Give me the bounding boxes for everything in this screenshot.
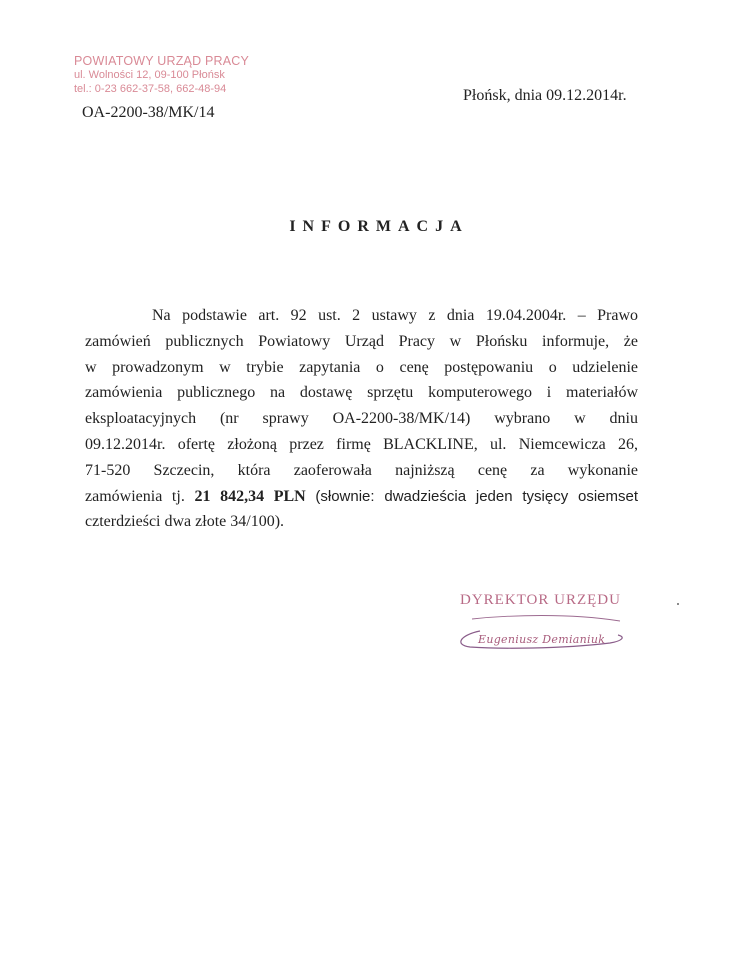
director-signature-stamp — [450, 583, 640, 663]
body-line: 09.12.2014r. ofertę złożoną przez firmę BLACKLINE, ul. Niemcewicza 26, — [85, 435, 638, 453]
office-header-stamp — [74, 54, 264, 96]
body-line: czterdzieści dwa złote 34/100). — [85, 513, 285, 531]
body-line: zamówienia publicznego na dostawę sprzętu komputerowego i materiałów — [85, 384, 638, 402]
body-line-prefix: zamówienia tj. — [85, 487, 185, 505]
office-phone: tel.: 0-23 662-37-58, 662-48-94 — [74, 83, 227, 95]
body-line: Na podstawie art. 92 ust. 2 ustawy z dnia 19.04.2004r. – Prawo — [152, 307, 638, 324]
document-title: INFORMACJA — [289, 218, 469, 235]
body-line: zamówień publicznych Powiatowy Urząd Pracy w Płońsku informuje, że — [85, 332, 638, 350]
office-name: POWIATOWY URZĄD PRACY — [74, 54, 250, 68]
amount-in-words: (słownie: dwadzieścia jeden tysięcy osiemset — [315, 487, 639, 505]
reference-number: OA-2200-38/MK/14 — [82, 104, 215, 121]
document-body — [85, 303, 638, 535]
document-date: Płońsk, dnia 09.12.2014r. — [463, 87, 627, 104]
body-line: 71-520 Szczecin, która zaoferowała najniższą cenę za wykonanie — [85, 461, 638, 479]
scan-speck — [677, 603, 679, 605]
signatory-name: Eugeniusz Demianiuk — [478, 633, 606, 646]
signature-title: DYREKTOR URZĘDU — [460, 592, 621, 608]
body-line-amount — [85, 484, 638, 510]
body-line: eksploatacyjnych (nr sprawy OA-2200-38/MK/14) wybrano w dniu — [85, 410, 638, 428]
office-address: ul. Wolności 12, 09-100 Płońsk — [74, 69, 225, 81]
body-line: w prowadzonym w trybie zapytania o cenę postępowaniu o udzielenie — [85, 358, 638, 376]
contract-amount: 21 842,34 PLN — [194, 487, 306, 505]
